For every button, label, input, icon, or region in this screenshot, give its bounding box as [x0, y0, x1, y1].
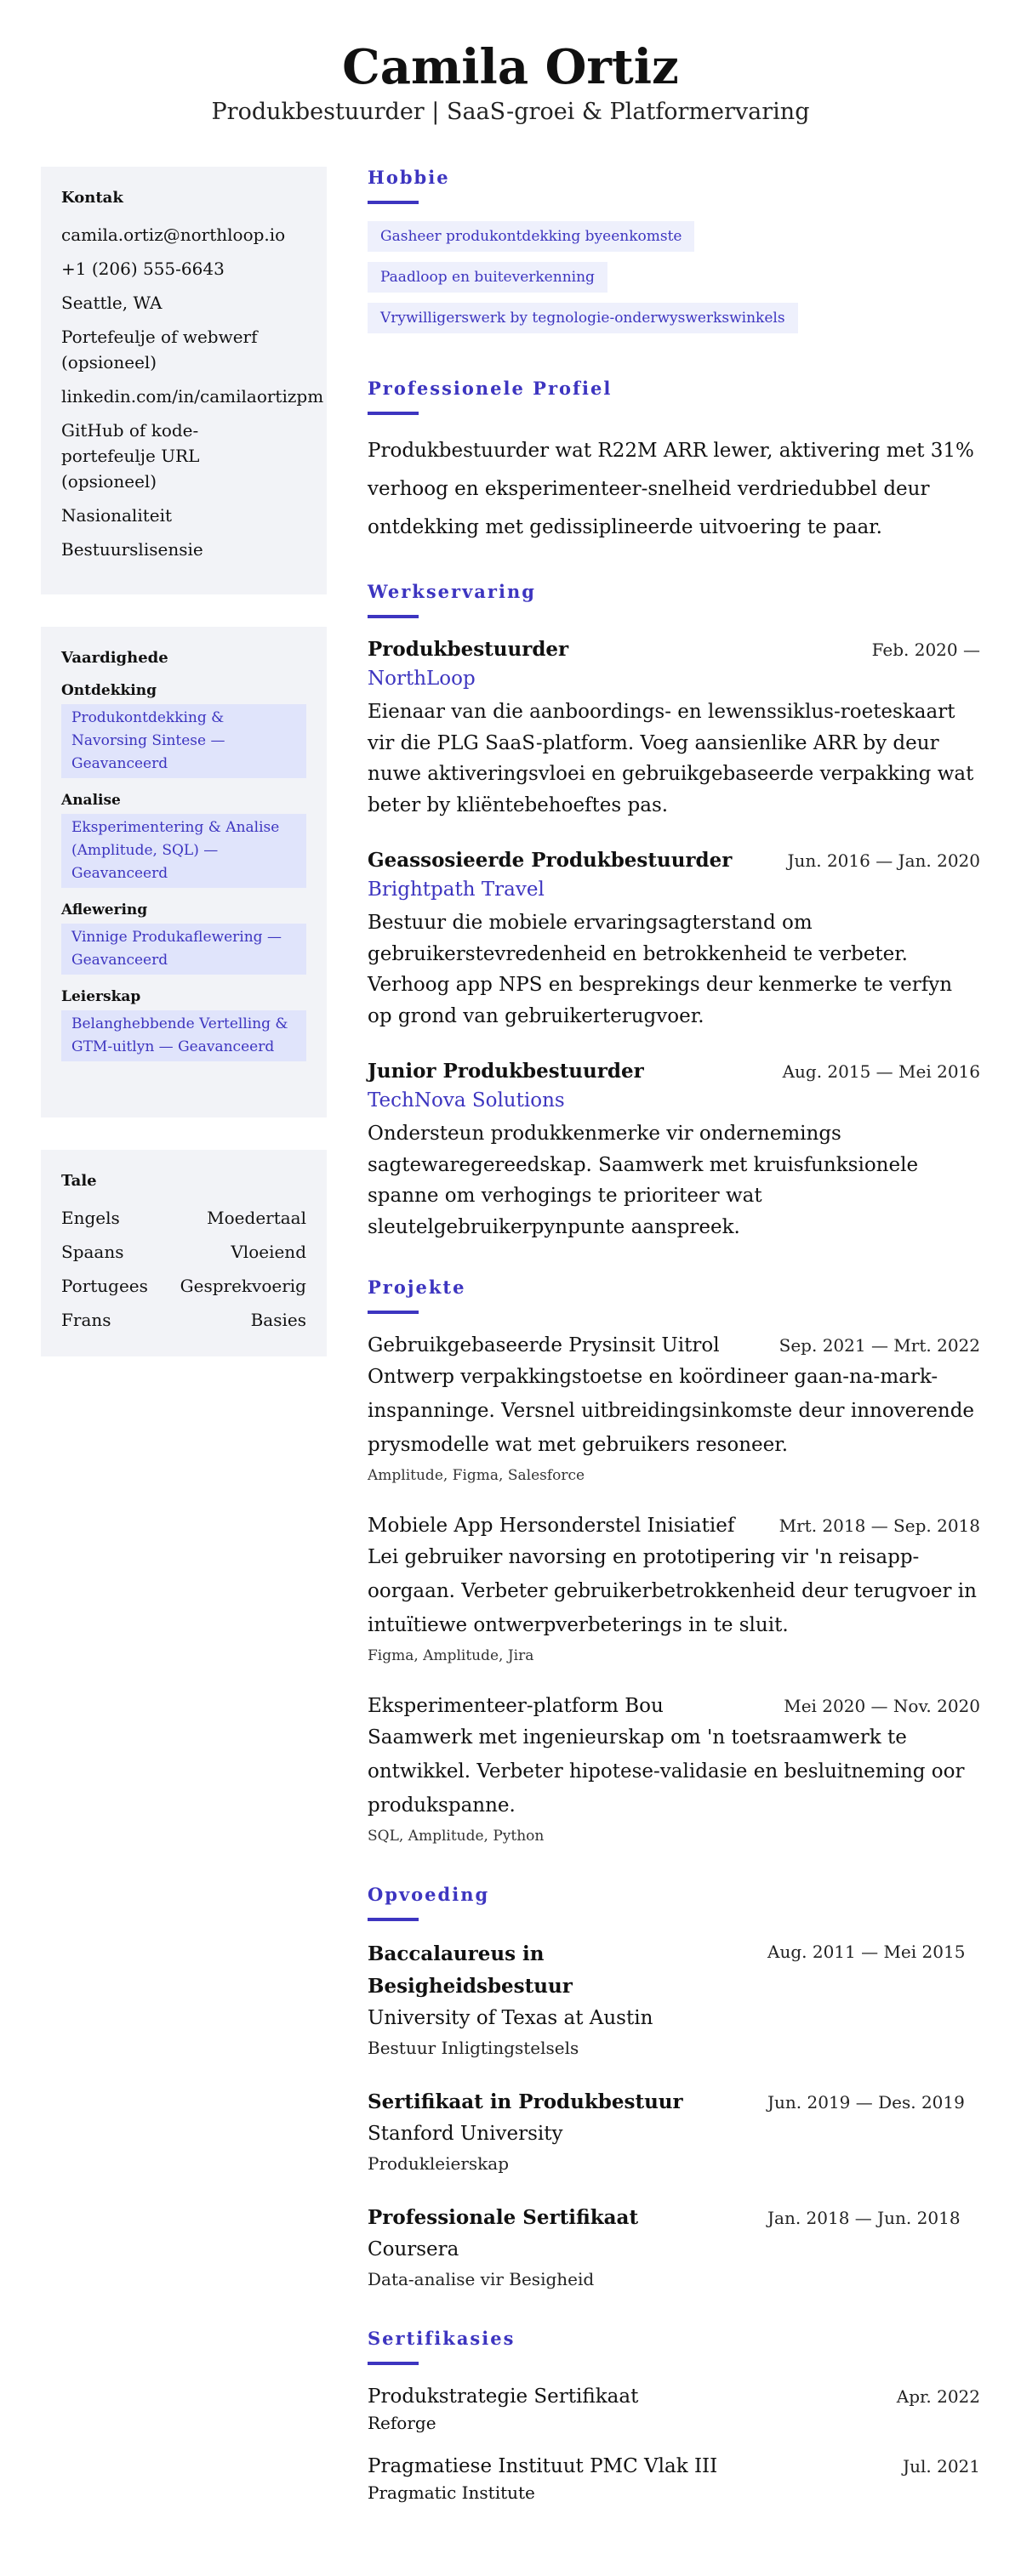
- education-detail: Bestuur Inligtingstelsels: [368, 2038, 579, 2058]
- project-tools: Figma, Amplitude, Jira: [368, 1647, 534, 1664]
- education-entry: [368, 2086, 980, 2178]
- certification-entry: [368, 2452, 980, 2505]
- job-entry: [368, 1057, 980, 1243]
- language-level: Gesprekvoerig: [180, 1276, 306, 1296]
- experience-section: [368, 581, 980, 1243]
- education-degree: Sertifikaat in Produkbestuur: [368, 2090, 683, 2113]
- skill-tag: Vinnige Produkaflewering — Geavanceerd: [61, 924, 306, 975]
- certifications-section: [368, 2328, 980, 2505]
- project-entry: [368, 1692, 980, 1850]
- skill-group: [61, 792, 306, 888]
- hobby-tag: Paadloop en buiteverkenning: [368, 262, 607, 293]
- job-date: Feb. 2020 —: [871, 640, 980, 660]
- skills-heading: Vaardighede: [61, 649, 168, 667]
- language-row: [61, 1239, 306, 1265]
- contact-linkedin[interactable]: linkedin.com/in/camilaortizpm: [61, 386, 324, 407]
- education-degree: Baccalaureus in Besigheidsbestuur: [368, 1942, 573, 1998]
- job-description: Bestuur die mobiele ervaringsagterstand om gebruikerstevredenheid en betrokkenheid te verbeter. Verhoog app NPS en besprekings deur kenmerke te verfyn op grond van gebruikerterugvoer.: [368, 912, 953, 1027]
- job-description: Ondersteun produkkenmerke vir ondernemings sagtewaregereedskap. Saamwerk met kruisfunksionele spanne om verhogings te prioriteer wat sleutelgebruikerpynpunte aanspreek.: [368, 1123, 919, 1238]
- job-entry: [368, 846, 980, 1032]
- job-company: NorthLoop: [368, 668, 476, 690]
- job-title: Junior Produkbestuurder: [368, 1060, 644, 1083]
- skill-category: Analise: [61, 792, 121, 809]
- section-divider: [368, 1311, 419, 1314]
- contact-phone: +1 (206) 555-6643: [61, 259, 225, 279]
- candidate-name: Camila Ortiz: [342, 39, 679, 95]
- section-divider: [368, 412, 419, 415]
- job-date: Jun. 2016 — Jan. 2020: [787, 850, 980, 871]
- skill-group: [61, 988, 306, 1061]
- language-name: Engels: [61, 1208, 120, 1228]
- skills-box: [41, 627, 327, 1117]
- education-section: [368, 1884, 980, 2294]
- main-content: [368, 167, 980, 2539]
- skill-tag: Eksperimentering & Analise (Amplitude, SQL) — Geavanceerd: [61, 814, 306, 888]
- language-row: [61, 1273, 306, 1299]
- profile-section: [368, 378, 980, 547]
- project-date: Mrt. 2018 — Sep. 2018: [779, 1515, 980, 1536]
- education-detail: Produkleierskap: [368, 2153, 509, 2174]
- language-row: [61, 1307, 306, 1333]
- candidate-headline: Produkbestuurder | SaaS-groei & Platformervaring: [211, 99, 810, 125]
- education-date: Jun. 2019 — Des. 2019: [767, 2092, 965, 2113]
- job-entry: [368, 635, 980, 821]
- certification-name: Produkstrategie Sertifikaat: [368, 2386, 639, 2408]
- project-description: Lei gebruiker navorsing en prototipering vir 'n reisapp-oorgaan. Verbeter gebruikerbetrokkenheid deur terugvoer in intuïtiewe ontwerpverbeterings in te sluit.: [368, 1546, 977, 1636]
- education-date: Jan. 2018 — Jun. 2018: [767, 2208, 961, 2228]
- profile-summary: Produkbestuurder wat R22M ARR lewer, aktivering met 31% verhoog en eksperimenteer-snelheid verdriedubbel deur ontdekking met gedissiplineerde uitvoering te paar.: [368, 440, 974, 538]
- projects-section: [368, 1277, 980, 1850]
- job-date: Aug. 2015 — Mei 2016: [782, 1061, 980, 1082]
- section-title: Professionele Profiel: [368, 378, 613, 399]
- language-row: [61, 1205, 306, 1231]
- contact-github: GitHub of kode-portefeulje URL (opsioneel): [61, 420, 200, 492]
- job-description: Eienaar van die aanboordings- en lewenssiklus-roeteskaart vir die PLG SaaS-platform. Voeg aansienlike ARR by deur nuwe aktiveringsvloei en gebruikgebaseerde verpakking wat beter by kliëntebehoeftes pas.: [368, 701, 974, 816]
- skill-category: Leierskap: [61, 988, 141, 1005]
- language-level: Vloeiend: [231, 1242, 306, 1262]
- skill-group: [61, 901, 306, 975]
- education-date: Aug. 2011 — Mei 2015: [767, 1942, 966, 1962]
- certification-issuer: Reforge: [368, 2413, 436, 2433]
- certification-date: Jul. 2021: [903, 2456, 980, 2476]
- education-school: Stanford University: [368, 2123, 563, 2145]
- job-title: Produkbestuurder: [368, 638, 569, 661]
- skill-tag: Produkontdekking & Navorsing Sintese — Geavanceerd: [61, 704, 306, 778]
- certification-issuer: Pragmatic Institute: [368, 2482, 535, 2503]
- hobby-tag: Vrywilligerswerk by tegnologie-onderwyswerkswinkels: [368, 303, 798, 333]
- languages-heading: Tale: [61, 1172, 97, 1190]
- sidebar: [41, 167, 327, 2539]
- project-tools: Amplitude, Figma, Salesforce: [368, 1467, 585, 1484]
- project-title: Gebruikgebaseerde Prysinsit Uitrol: [368, 1334, 720, 1356]
- project-entry: [368, 1331, 980, 1489]
- education-entry: [368, 1938, 980, 2062]
- project-entry: [368, 1511, 980, 1669]
- contact-nationality: Nasionaliteit: [61, 505, 173, 526]
- contact-heading: Kontak: [61, 189, 123, 207]
- job-company: TechNova Solutions: [368, 1089, 565, 1112]
- education-school: Coursera: [368, 2238, 459, 2260]
- contact-license: Bestuurslisensie: [61, 539, 203, 560]
- language-level: Moedertaal: [207, 1208, 306, 1228]
- section-title: Hobbie: [368, 167, 450, 188]
- language-name: Portugees: [61, 1276, 148, 1296]
- resume-header: [0, 0, 1021, 167]
- hobbies-section: [368, 167, 980, 344]
- section-title: Opvoeding: [368, 1884, 490, 1905]
- education-school: University of Texas at Austin: [368, 2007, 653, 2029]
- project-description: Saamwerk met ingenieurskap om 'n toetsraamwerk te ontwikkel. Verbeter hipotese-validasie en besluitneming oor produkspanne.: [368, 1726, 965, 1817]
- hobby-tag: Gasheer produkontdekking byeenkomste: [368, 221, 694, 252]
- language-name: Spaans: [61, 1242, 124, 1262]
- education-degree: Professionale Sertifikaat: [368, 2206, 639, 2229]
- project-title: Mobiele App Hersonderstel Inisiatief: [368, 1515, 735, 1537]
- section-divider: [368, 2362, 419, 2365]
- job-company: Brightpath Travel: [368, 879, 545, 901]
- contact-box: [41, 167, 327, 594]
- section-divider: [368, 201, 419, 204]
- project-date: Sep. 2021 — Mrt. 2022: [779, 1335, 980, 1356]
- certification-date: Apr. 2022: [896, 2386, 980, 2407]
- contact-email[interactable]: camila.ortiz@northloop.io: [61, 225, 286, 245]
- project-description: Ontwerp verpakkingstoetse en koördineer gaan-na-mark-inspanninge. Versnel uitbreidingsinkomste deur innoverende prysmodelle wat met gebruikers resoneer.: [368, 1366, 975, 1456]
- education-entry: [368, 2202, 980, 2294]
- certification-name: Pragmatiese Instituut PMC Vlak III: [368, 2455, 718, 2477]
- certification-entry: [368, 2382, 980, 2435]
- section-title: Werkservaring: [368, 581, 536, 602]
- languages-box: [41, 1150, 327, 1356]
- section-divider: [368, 1918, 419, 1921]
- skill-group: [61, 682, 306, 778]
- language-level: Basies: [250, 1310, 306, 1330]
- language-name: Frans: [61, 1310, 111, 1330]
- skill-tag: Belanghebbende Vertelling & GTM-uitlyn — Geavanceerd: [61, 1010, 306, 1061]
- contact-location: Seattle, WA: [61, 293, 163, 313]
- section-divider: [368, 615, 419, 618]
- project-tools: SQL, Amplitude, Python: [368, 1828, 545, 1845]
- education-detail: Data-analise vir Besigheid: [368, 2269, 595, 2289]
- project-title: Eksperimenteer-platform Bou: [368, 1695, 664, 1717]
- contact-portfolio: Portefeulje of webwerf (opsioneel): [61, 327, 258, 372]
- section-title: Projekte: [368, 1277, 466, 1298]
- job-title: Geassosieerde Produkbestuurder: [368, 849, 733, 872]
- skill-category: Aflewering: [61, 901, 148, 918]
- skill-category: Ontdekking: [61, 682, 157, 699]
- section-title: Sertifikasies: [368, 2328, 516, 2349]
- project-date: Mei 2020 — Nov. 2020: [784, 1696, 980, 1716]
